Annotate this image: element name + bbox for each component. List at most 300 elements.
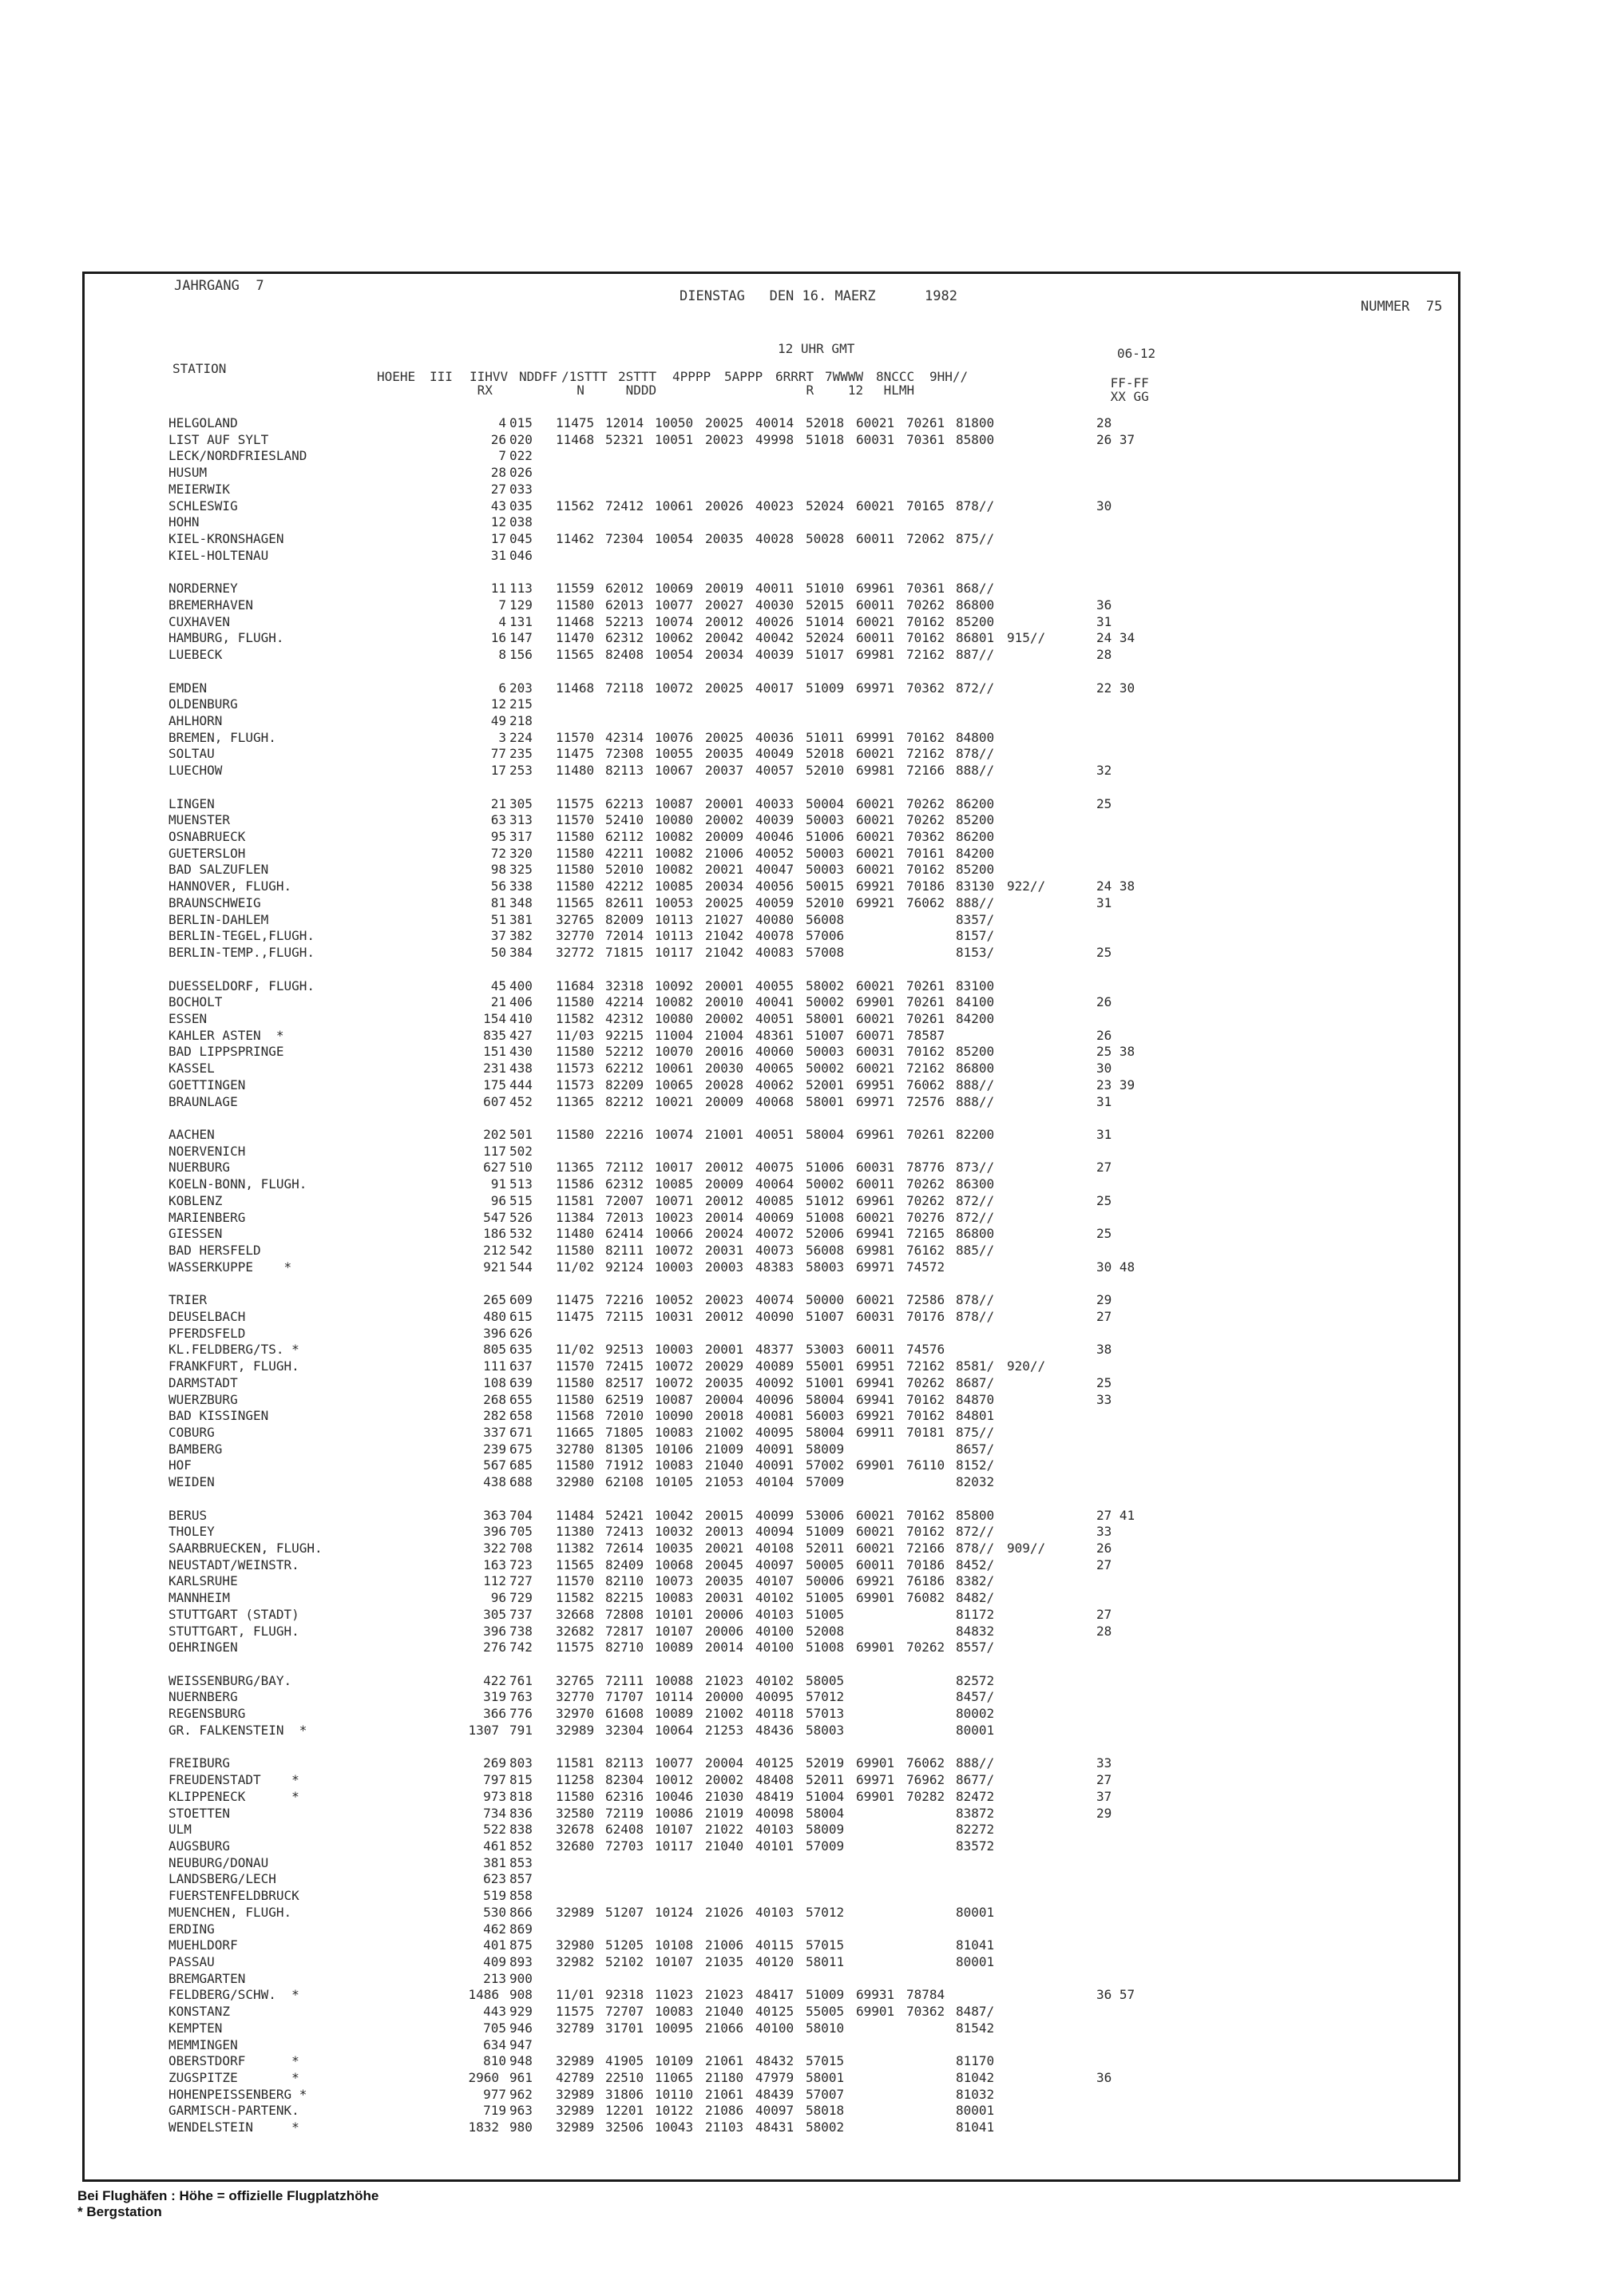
cell-value: 8581/ (956, 1358, 995, 1374)
cell-value: 69991 (856, 729, 895, 745)
cell-value: 32989 (556, 1904, 595, 1920)
cell-value: 10073 (655, 1573, 694, 1589)
cell-value: 235 (509, 746, 533, 762)
cell-value: 20010 (705, 994, 744, 1010)
cell-value: 52321 (605, 431, 644, 447)
cell-value: 615 (509, 1308, 533, 1324)
cell-value: 70262 (906, 1374, 945, 1390)
station-name: BRAUNLAGE (168, 1093, 238, 1109)
cell-value: 58002 (806, 2120, 845, 2135)
observation-time: 12 UHR GMT (778, 341, 855, 356)
cell-value: 40060 (755, 1044, 795, 1060)
cell-value: 962 (509, 2086, 533, 2102)
cell-value: 52024 (806, 498, 845, 514)
cell-value: 915// (1007, 630, 1046, 646)
cell-value: 10107 (655, 1954, 694, 1969)
cell-value: 20006 (705, 1606, 744, 1622)
cell-value: 026 (509, 465, 533, 481)
cell-value: 20034 (705, 878, 744, 894)
cell-value: 58005 (806, 1672, 845, 1688)
cell-value: 92215 (605, 1027, 644, 1043)
cell-value: 1832 (468, 2120, 499, 2135)
cell-value: 50002 (806, 1176, 845, 1192)
cell-value: 20002 (705, 1010, 744, 1026)
station-name: BAD LIPPSPRINGE (168, 1044, 284, 1060)
cell-value: 444 (509, 1077, 533, 1092)
station-name: ERDING (168, 1921, 215, 1937)
cell-value: 49998 (755, 431, 795, 447)
cell-value: 11258 (556, 1772, 595, 1787)
cell-value: 21103 (705, 2120, 744, 2135)
cell-value: 10114 (655, 1689, 694, 1705)
cell-value: 11462 (556, 531, 595, 546)
cell-value: 40103 (755, 1904, 795, 1920)
cell-value: 43 (490, 498, 506, 514)
cell-value: 320 (509, 845, 533, 861)
station-name: CUXHAVEN (168, 613, 231, 629)
cell-value: 32789 (556, 2020, 595, 2036)
cell-value: 51009 (806, 1987, 845, 2003)
cell-value: 763 (509, 1689, 533, 1705)
cell-value: 40065 (755, 1061, 795, 1077)
cell-value: 40080 (755, 911, 795, 927)
cell-value: 52015 (806, 597, 845, 613)
cell-value: 10071 (655, 1192, 694, 1208)
cell-value: 42212 (605, 878, 644, 894)
station-name: MUENSTER (168, 812, 231, 828)
cell-value: 58018 (806, 2103, 845, 2119)
cell-value: 21042 (705, 945, 744, 960)
cell-value: 56003 (806, 1408, 845, 1424)
cell-value: 52102 (605, 1954, 644, 1969)
cell-value: 11565 (556, 647, 595, 663)
cell-value: 21053 (705, 1474, 744, 1490)
cell-value: 28 (490, 465, 506, 481)
cell-value: 401 (483, 1937, 506, 1953)
cell-value: 32678 (556, 1822, 595, 1838)
cell-value: 40091 (755, 1457, 795, 1473)
cell-value: 81800 (956, 415, 995, 430)
cell-value: 10021 (655, 1093, 694, 1109)
cell-value: 81542 (956, 2020, 995, 2036)
cell-value: 47979 (755, 2070, 795, 2085)
cell-value: 82110 (605, 1573, 644, 1589)
cell-value: 218 (509, 713, 533, 728)
cell-value: 609 (509, 1292, 533, 1308)
cell-value: 40095 (755, 1689, 795, 1705)
cell-value: 10124 (655, 1904, 694, 1920)
cell-value: 10068 (655, 1556, 694, 1572)
issue-date: DIENSTAG DEN 16. MAERZ 1982 (680, 288, 957, 304)
station-name: MEIERWIK (168, 481, 231, 497)
station-name: AACHEN (168, 1127, 215, 1142)
station-name: LECK/NORDFRIESLAND (168, 448, 307, 464)
cell-value: 40046 (755, 829, 795, 844)
cell-value: 727 (509, 1573, 533, 1589)
cell-value: 21009 (705, 1441, 744, 1457)
cell-value: 60011 (856, 630, 895, 646)
station-name: BRAUNSCHWEIG (168, 894, 261, 910)
cell-value: 40039 (755, 812, 795, 828)
cell-value: 723 (509, 1556, 533, 1572)
cell-value: 11580 (556, 829, 595, 844)
cell-value: 40100 (755, 2020, 795, 2036)
cell-value: 10089 (655, 1706, 694, 1722)
cell-value: 50003 (806, 812, 845, 828)
cell-value: 82111 (605, 1243, 644, 1258)
cell-value: 11475 (556, 1308, 595, 1324)
col-ff: FF-FF XX GG (1110, 375, 1149, 404)
cell-value: 40090 (755, 1308, 795, 1324)
cell-value: 69951 (856, 1358, 895, 1374)
station-name: WASSERKUPPE * (168, 1259, 292, 1275)
station-name: BAMBERG (168, 1441, 223, 1457)
cell-value: 30 (1096, 1061, 1112, 1077)
cell-value: 10117 (655, 1838, 694, 1854)
cell-value: 21180 (705, 2070, 744, 2085)
cell-value: 84870 (956, 1391, 995, 1407)
station-name: OBERSTDORF * (168, 2053, 299, 2069)
cell-value: 85200 (956, 613, 995, 629)
cell-value: 62108 (605, 1474, 644, 1490)
cell-value: 81172 (956, 1606, 995, 1622)
cell-value: 20031 (705, 1243, 744, 1258)
cell-value: 20004 (705, 1755, 744, 1771)
cell-value: 40073 (755, 1243, 795, 1258)
col-station: STATION (172, 361, 227, 376)
cell-value: 51014 (806, 613, 845, 629)
cell-value: 8487/ (956, 2004, 995, 2020)
cell-value: 40075 (755, 1160, 795, 1176)
cell-value: 32989 (556, 2103, 595, 2119)
cell-value: 60011 (856, 531, 895, 546)
cell-value: 69921 (856, 1408, 895, 1424)
cell-value: 40017 (755, 680, 795, 696)
cell-value: 922// (1007, 878, 1046, 894)
cell-value: 50005 (806, 1556, 845, 1572)
cell-value: 72413 (605, 1524, 644, 1540)
cell-value: 60021 (856, 977, 895, 993)
cell-value: 50004 (806, 795, 845, 811)
cell-value: 11581 (556, 1192, 595, 1208)
cell-value: 58009 (806, 1441, 845, 1457)
cell-value: 51007 (806, 1027, 845, 1043)
cell-value: 71805 (605, 1424, 644, 1440)
cell-value: 21 (490, 994, 506, 1010)
cell-value: 62012 (605, 581, 644, 597)
cell-value: 40107 (755, 1573, 795, 1589)
cell-value: 21022 (705, 1822, 744, 1838)
cell-value: 875// (956, 531, 995, 546)
cell-value: 32980 (556, 1474, 595, 1490)
cell-value: 32682 (556, 1623, 595, 1639)
cell-value: 11580 (556, 845, 595, 861)
cell-value: 30 48 (1096, 1259, 1135, 1275)
cell-value: 70362 (906, 2004, 945, 2020)
cell-value: 70162 (906, 1408, 945, 1424)
cell-value: 8557/ (956, 1640, 995, 1656)
cell-value: 868// (956, 581, 995, 597)
cell-value: 32770 (556, 928, 595, 944)
cell-value: 80001 (956, 1904, 995, 1920)
cell-value: 40096 (755, 1391, 795, 1407)
cell-value: 55001 (806, 1358, 845, 1374)
cell-value: 40014 (755, 415, 795, 430)
cell-value: 69941 (856, 1391, 895, 1407)
cell-value: 25 (1096, 795, 1112, 811)
cell-value: 51205 (605, 1937, 644, 1953)
cell-value: 25 (1096, 1192, 1112, 1208)
station-name: GUETERSLOH (168, 845, 246, 861)
station-name: KIEL-KRONSHAGEN (168, 531, 284, 546)
cell-value: 20035 (705, 1374, 744, 1390)
cell-value: 70262 (906, 1176, 945, 1192)
cell-value: 21061 (705, 2053, 744, 2069)
cell-value: 12 (490, 696, 506, 712)
cell-value: 567 (483, 1457, 506, 1473)
cell-value: 40099 (755, 1507, 795, 1523)
cell-value: 57008 (806, 945, 845, 960)
cell-value: 11586 (556, 1176, 595, 1192)
cell-value: 60011 (856, 1556, 895, 1572)
cell-value: 186 (483, 1226, 506, 1242)
cell-value: 69981 (856, 647, 895, 663)
station-name: PASSAU (168, 1954, 215, 1969)
cell-value: 21002 (705, 1424, 744, 1440)
cell-value: 32989 (556, 2053, 595, 2069)
col-5appp: 5APPP (724, 369, 763, 384)
cell-value: 81041 (956, 1937, 995, 1953)
cell-value: 20004 (705, 1391, 744, 1407)
cell-value: 84800 (956, 729, 995, 745)
cell-value: 57007 (806, 2086, 845, 2102)
station-name: HUSUM (168, 465, 208, 481)
cell-value: 282 (483, 1408, 506, 1424)
cell-value: 10046 (655, 1788, 694, 1804)
cell-value: 51207 (605, 1904, 644, 1920)
cell-value: 878// (956, 1292, 995, 1308)
station-name: KASSEL (168, 1061, 215, 1077)
cell-value: 51008 (806, 1209, 845, 1225)
station-name: DUESSELDORF, FLUGH. (168, 977, 315, 993)
cell-value: 50003 (806, 1044, 845, 1060)
cell-value: 11384 (556, 1209, 595, 1225)
cell-value: 10061 (655, 498, 694, 514)
cell-value: 175 (483, 1077, 506, 1092)
cell-value: 11665 (556, 1424, 595, 1440)
cell-value: 10035 (655, 1541, 694, 1556)
cell-value: 69911 (856, 1424, 895, 1440)
cell-value: 32770 (556, 1689, 595, 1705)
cell-value: 62013 (605, 597, 644, 613)
cell-value: 10113 (655, 911, 694, 927)
cell-value: 40097 (755, 1556, 795, 1572)
station-name: DARMSTADT (168, 1374, 238, 1390)
cell-value: 400 (509, 977, 533, 993)
cell-value: 909// (1007, 1541, 1046, 1556)
cell-value: 6 (498, 680, 506, 696)
cell-value: 32304 (605, 1722, 644, 1738)
cell-value: 163 (483, 1556, 506, 1572)
cell-value: 522 (483, 1822, 506, 1838)
cell-value: 21002 (705, 1706, 744, 1722)
cell-value: 72162 (906, 647, 945, 663)
cell-value: 78784 (906, 1987, 945, 2003)
cell-value: 10117 (655, 945, 694, 960)
cell-value: 305 (483, 1606, 506, 1622)
cell-value: 501 (509, 1127, 533, 1142)
cell-value: 381 (509, 911, 533, 927)
cell-value: 86200 (956, 829, 995, 844)
cell-value: 11365 (556, 1160, 595, 1176)
cell-value: 544 (509, 1259, 533, 1275)
cell-value: 40103 (755, 1822, 795, 1838)
cell-value: 11580 (556, 1374, 595, 1390)
cell-value: 10082 (655, 845, 694, 861)
cell-value: 11568 (556, 1408, 595, 1424)
cell-value: 885// (956, 1243, 995, 1258)
cell-value: 20013 (705, 1524, 744, 1540)
cell-value: 52001 (806, 1077, 845, 1092)
cell-value: 627 (483, 1160, 506, 1176)
cell-value: 10089 (655, 1640, 694, 1656)
footnote-mountain: * Bergstation (77, 2204, 162, 2219)
cell-value: 738 (509, 1623, 533, 1639)
cell-value: 10085 (655, 1176, 694, 1192)
cell-value: 10055 (655, 746, 694, 762)
cell-value: 32989 (556, 2120, 595, 2135)
cell-value: 20021 (705, 1541, 744, 1556)
cell-value: 60071 (856, 1027, 895, 1043)
cell-value: 84832 (956, 1623, 995, 1639)
cell-value: 70176 (906, 1308, 945, 1324)
cell-value: 878// (956, 1308, 995, 1324)
cell-value: 20037 (705, 763, 744, 779)
cell-value: 25 38 (1096, 1044, 1135, 1060)
cell-value: 42314 (605, 729, 644, 745)
cell-value: 11468 (556, 431, 595, 447)
cell-value: 21086 (705, 2103, 744, 2119)
cell-value: 20018 (705, 1408, 744, 1424)
cell-value: 10087 (655, 1391, 694, 1407)
station-name: FRANKFURT, FLUGH. (168, 1358, 299, 1374)
cell-value: 40083 (755, 945, 795, 960)
cell-value: 60021 (856, 1010, 895, 1026)
cell-value: 26 (490, 431, 506, 447)
cell-value: 147 (509, 630, 533, 646)
cell-value: 60021 (856, 812, 895, 828)
station-name: REGENSBURG (168, 1706, 246, 1722)
cell-value: 81042 (956, 2070, 995, 2085)
cell-value: 70162 (906, 630, 945, 646)
cell-value: 11/03 (556, 1027, 595, 1043)
cell-value: 11570 (556, 812, 595, 828)
cell-value: 742 (509, 1640, 533, 1656)
cell-value: 20025 (705, 894, 744, 910)
cell-value: 40030 (755, 597, 795, 613)
cell-value: 396 (483, 1325, 506, 1341)
cell-value: 40055 (755, 977, 795, 993)
cell-value: 305 (509, 795, 533, 811)
cell-value: 22 30 (1096, 680, 1135, 696)
cell-value: 40120 (755, 1954, 795, 1969)
cell-value: 40081 (755, 1408, 795, 1424)
cell-value: 338 (509, 878, 533, 894)
cell-value: 10066 (655, 1226, 694, 1242)
cell-value: 10023 (655, 1209, 694, 1225)
cell-value: 82009 (605, 911, 644, 927)
cell-value: 58003 (806, 1722, 845, 1738)
cell-value: 60011 (856, 1342, 895, 1358)
cell-value: 70262 (906, 1640, 945, 1656)
cell-value: 72010 (605, 1408, 644, 1424)
cell-value: 117 (483, 1143, 506, 1159)
cell-value: 84100 (956, 994, 995, 1010)
cell-value: 10082 (655, 862, 694, 878)
cell-value: 887// (956, 647, 995, 663)
cell-value: 11480 (556, 1226, 595, 1242)
cell-value: 705 (483, 2020, 506, 2036)
station-name: KIEL-HOLTENAU (168, 547, 269, 563)
cell-value: 76162 (906, 1243, 945, 1258)
cell-value: 58003 (806, 1259, 845, 1275)
cell-value: 70261 (906, 977, 945, 993)
cell-value: 52019 (806, 1755, 845, 1771)
cell-value: 10092 (655, 977, 694, 993)
cell-value: 61608 (605, 1706, 644, 1722)
cell-value: 69901 (856, 1457, 895, 1473)
cell-value: 52213 (605, 613, 644, 629)
cell-value: 20009 (705, 1093, 744, 1109)
station-name: NEUSTADT/WEINSTR. (168, 1556, 299, 1572)
cell-value: 276 (483, 1640, 506, 1656)
cell-value: 72119 (605, 1805, 644, 1821)
cell-value: 10083 (655, 1424, 694, 1440)
cell-value: 21006 (705, 1937, 744, 1953)
cell-value: 40091 (755, 1441, 795, 1457)
cell-value: 69901 (856, 994, 895, 1010)
cell-value: 50000 (806, 1292, 845, 1308)
station-name: KLIPPENECK * (168, 1788, 299, 1804)
cell-value: 452 (509, 1093, 533, 1109)
cell-value: 33 (1096, 1755, 1112, 1771)
cell-value: 515 (509, 1192, 533, 1208)
cell-value: 57015 (806, 2053, 845, 2069)
cell-value: 11480 (556, 763, 595, 779)
cell-value: 21030 (705, 1788, 744, 1804)
cell-value: 74576 (906, 1342, 945, 1358)
cell-value: 48361 (755, 1027, 795, 1043)
cell-value: 857 (509, 1871, 533, 1887)
cell-value: 80001 (956, 1722, 995, 1738)
cell-value: 888// (956, 1077, 995, 1092)
cell-value: 21027 (705, 911, 744, 927)
cell-value: 20001 (705, 795, 744, 811)
cell-value: 11/02 (556, 1342, 595, 1358)
cell-value: 21035 (705, 1954, 744, 1969)
cell-value: 480 (483, 1308, 506, 1324)
cell-value: 70162 (906, 729, 945, 745)
cell-value: 40051 (755, 1127, 795, 1142)
cell-value: 40097 (755, 2103, 795, 2119)
cell-value: 410 (509, 1010, 533, 1026)
station-name: KAHLER ASTEN * (168, 1027, 284, 1043)
cell-value: 72014 (605, 928, 644, 944)
cell-value: 20035 (705, 746, 744, 762)
cell-value: 60021 (856, 415, 895, 430)
cell-value: 52410 (605, 812, 644, 828)
cell-value: 56008 (806, 1243, 845, 1258)
